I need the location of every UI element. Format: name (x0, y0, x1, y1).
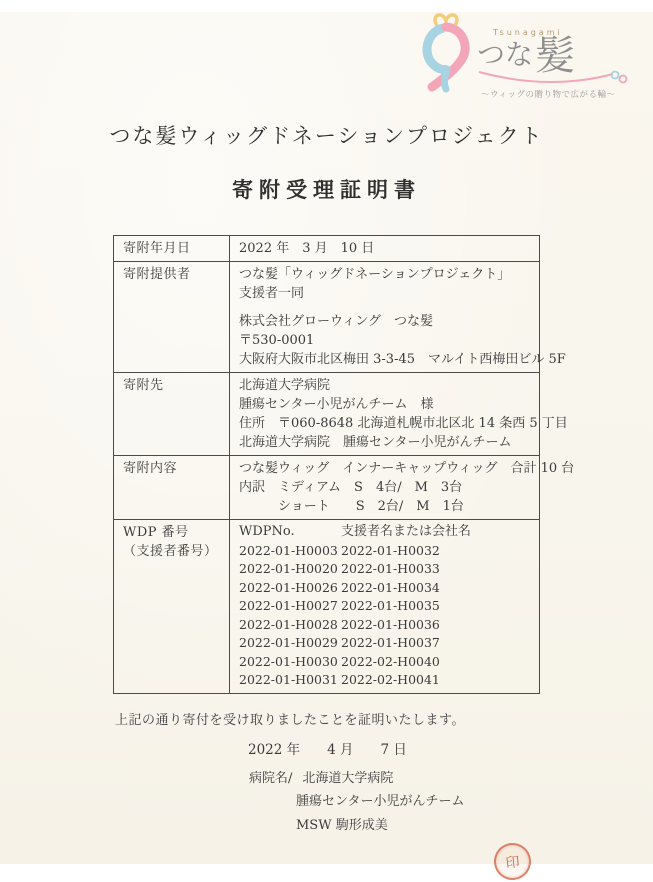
value-line: 北海道大学病院 (239, 378, 331, 393)
wdp-number: 2022-01-H0033 (341, 561, 440, 576)
wdp-number: 2022-01-H0030 (239, 653, 338, 669)
wdp-header-row (239, 523, 530, 542)
logo-brand-jp-tsuna: つな (477, 38, 534, 72)
table-row-recipient (114, 373, 540, 456)
wdp-number-row (239, 597, 530, 616)
wdp-number: 2022-01-H0029 (239, 635, 338, 650)
row-value (230, 456, 575, 520)
wdp-number: 2022-01-H0028 (239, 616, 338, 632)
wdp-col1-header: WDPNo. (239, 524, 295, 539)
wdp-number: 2022-01-H0020 (239, 561, 338, 576)
logo-brand-jp (477, 33, 629, 79)
wdp-number: 2022-01-H0027 (239, 598, 338, 613)
value-line: 2022 年 3 月 10 日 (239, 241, 375, 256)
wdp-number-row (239, 671, 530, 690)
certificate-page (0, 12, 653, 872)
wdp-number: 2022-02-H0041 (341, 672, 440, 687)
value-line: 大阪府大阪市北区梅田 3-3-45 マルイト西梅田ビル 5F (239, 352, 566, 367)
ribbon-bow-icon (417, 12, 475, 94)
certification-statement: 上記の通り寄付を受け取りましたことを証明いたします。 (115, 712, 465, 728)
page-title: つな髪ウィッグドネーションプロジェクト (109, 124, 544, 148)
page-subtitle: 寄附受理証明書 (232, 177, 421, 202)
hospital-name: 北海道大学病院 (302, 770, 394, 786)
wdp-number: 2022-02-H0040 (341, 653, 440, 669)
value-line: 住所 〒060-8648 北海道札幌市北区北 14 条西 5 丁目 (239, 416, 568, 431)
hospital-label: 病院名/ (249, 770, 293, 786)
wdp-number-row (239, 653, 530, 672)
row-label: 寄附年月日 (114, 236, 230, 262)
wdp-col2-header: 支援者名または会社名 (341, 524, 472, 539)
logo-tagline: ～ウィッグの贈り物で広がる輪～ (481, 90, 616, 100)
value-line: 株式会社グローウィング つな髪 (239, 314, 433, 329)
value-line: 内訳 ミディアム S 4台/ M 3台 (239, 480, 463, 495)
wdp-number-row (239, 634, 530, 653)
value-line: つな髪ウィッグ インナーキャップウィッグ 合計 10 台 (239, 461, 575, 476)
row-value (230, 236, 540, 262)
value-line: ショート S 2台/ M 1台 (239, 499, 464, 514)
wdp-number: 2022-01-H0037 (341, 635, 440, 650)
wdp-number: 2022-01-H0035 (341, 598, 440, 613)
hospital-msw-line: MSW 駒形成美 (296, 817, 388, 833)
value-line-blank (239, 303, 530, 312)
wdp-number-row (239, 542, 530, 561)
seal-character: 印 (504, 853, 521, 872)
wdp-number: 2022-01-H0031 (239, 672, 338, 687)
hospital-name-line (249, 767, 653, 791)
wdp-number-row (239, 616, 530, 635)
table-row-donor (114, 262, 540, 373)
logo-brand-en: Tsunagami (493, 28, 563, 37)
value-line: 支援者一同 (239, 286, 305, 301)
value-line: つな髪「ウィッグドネーションプロジェクト」 (239, 267, 511, 282)
row-label: 寄附内容 (114, 456, 230, 520)
table-row-wdp-numbers (114, 520, 540, 694)
tsunagami-logo (417, 12, 635, 100)
table-row-donation-date (114, 236, 540, 262)
wdp-number: 2022-01-H0026 (239, 579, 338, 595)
logo-brand-jp-kami: 髪 (535, 33, 576, 79)
wdp-number: 2022-01-H0032 (341, 542, 440, 558)
hospital-signature-block (249, 767, 653, 838)
seal-stamp-icon (492, 841, 533, 882)
wdp-number-row (239, 560, 530, 579)
wdp-number-row (239, 579, 530, 598)
logo-text-block (477, 28, 629, 100)
value-line: 腫瘍センター小児がんチーム 様 (239, 397, 434, 412)
row-label: 寄附先 (114, 373, 230, 456)
row-value (230, 262, 566, 373)
row-label: WDP 番号 （支援者番号） (114, 520, 230, 694)
wdp-number: 2022-01-H0036 (341, 616, 440, 632)
certificate-table (113, 235, 575, 694)
certification-date: 2022 年 4 月 7 日 (248, 741, 407, 758)
hospital-team-line: 腫瘍センター小児がんチーム (296, 794, 465, 809)
row-label: 寄附提供者 (114, 262, 230, 373)
row-value (230, 373, 568, 456)
table-row-donation-content (114, 456, 540, 520)
wdp-number: 2022-01-H0034 (341, 579, 440, 595)
value-line: 〒530-0001 (239, 333, 315, 348)
wdp-number: 2022-01-H0003 (239, 542, 338, 558)
row-value (230, 520, 540, 694)
value-line: 北海道大学病院 腫瘍センター小児がんチーム (239, 435, 512, 450)
